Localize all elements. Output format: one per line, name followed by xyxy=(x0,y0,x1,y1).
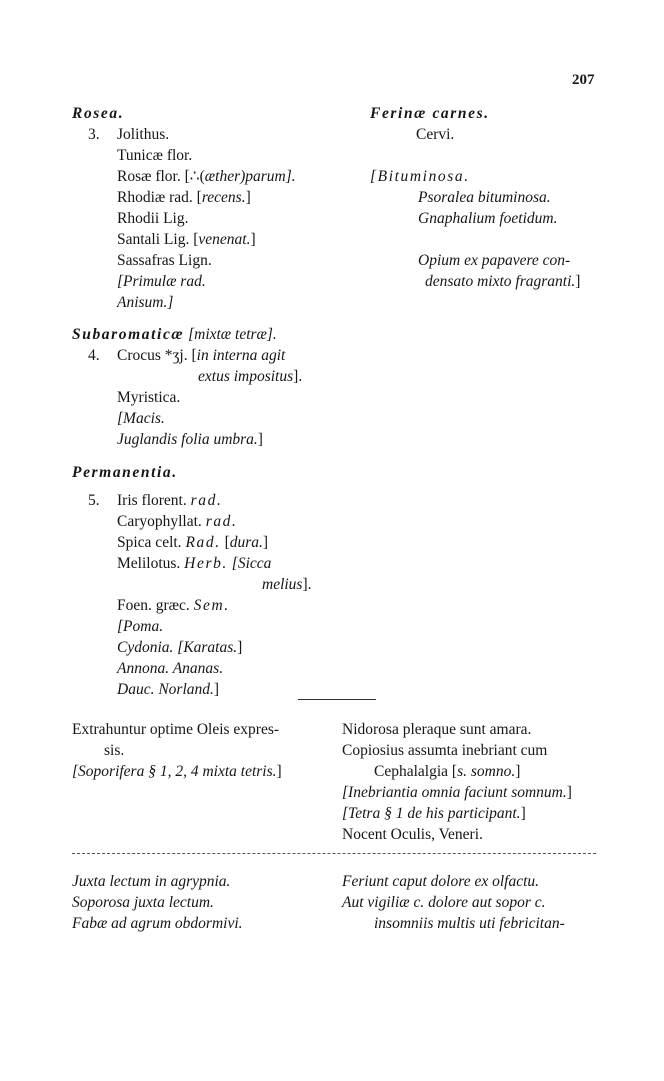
note-opium-line1: Opium ex papavere con- xyxy=(418,252,571,269)
item-rhodii: Rhodii Lig. xyxy=(117,210,189,227)
note-nidorosa: Nidorosa pleraque sunt amara. xyxy=(342,721,532,738)
note-soporifera: [Soporifera § 1, 2, 4 mixta tetris.] xyxy=(72,763,282,780)
note-cephalalgia: Cephalalgia [s. somno.] xyxy=(374,763,521,780)
item-dauc: Dauc. Norland.] xyxy=(117,681,220,698)
dashed-separator xyxy=(72,853,596,854)
item-sassafras: Sassafras Lign. xyxy=(117,252,212,269)
item-melilotus-cont: melius]. xyxy=(262,576,312,593)
item-psoralea: Psoralea bituminosa. xyxy=(418,189,551,206)
heading-rosea: Rosea. xyxy=(72,105,125,122)
item-jolithus: Jolithus. xyxy=(117,126,170,143)
entry-number-3: 3. xyxy=(88,126,100,143)
note-nocent: Nocent Oculis, Veneri. xyxy=(342,826,483,843)
item-melilotus: Melilotus. Herb. [Sicca xyxy=(117,555,272,572)
item-cervi: Cervi. xyxy=(416,126,455,143)
item-tunicae: Tunicæ flor. xyxy=(117,147,193,164)
item-foen: Foen. græc. Sem. xyxy=(117,597,230,614)
item-primulae: [Primulæ rad. xyxy=(117,273,206,290)
note-feriunt: Feriunt caput dolore ex olfactu. xyxy=(342,873,540,890)
item-rosae: Rosæ flor. [∴(æther)parum]. xyxy=(117,168,296,185)
heading-subaromaticae: Subaromaticæ [mixtæ tetræ]. xyxy=(72,326,277,343)
note-extrahuntur: Extrahuntur optime Oleis expres- xyxy=(72,721,280,738)
note-fabae: Fabæ ad agrum obdormivi. xyxy=(72,915,243,932)
item-gnaphalium: Gnaphalium foetidum. xyxy=(418,210,558,227)
entry-number-5: 5. xyxy=(88,492,100,509)
entry-number-4: 4. xyxy=(88,347,100,364)
note-copiosius: Copiosius assumta inebriant cum xyxy=(342,742,548,759)
item-caryophyllat: Caryophyllat. rad. xyxy=(117,513,238,530)
item-annona: Annona. Ananas. xyxy=(117,660,224,677)
item-myristica: Myristica. xyxy=(117,389,181,406)
item-cydonia: Cydonia. [Karatas.] xyxy=(117,639,243,656)
item-macis: [Macis. xyxy=(117,410,165,427)
item-juglandis: Juglandis folia umbra.] xyxy=(117,431,263,448)
note-vigiliae: Aut vigiliæ c. dolore aut sopor c. xyxy=(342,894,546,911)
item-anisum: Anisum.] xyxy=(117,294,174,311)
note-inebriantia: [Inebriantia omnia faciunt somnum.] xyxy=(342,784,572,801)
note-extrahuntur-cont: sis. xyxy=(104,742,125,759)
heading-ferinae: Ferinæ carnes. xyxy=(370,105,490,122)
note-soporosa: Soporosa juxta lectum. xyxy=(72,894,214,911)
note-tetra: [Tetra § 1 de his participant.] xyxy=(342,805,526,822)
note-opium-line2: densato mixto fragranti.] xyxy=(425,273,581,290)
item-iris: Iris florent. rad. xyxy=(117,492,223,509)
item-santali: Santali Lig. [venenat.] xyxy=(117,231,256,248)
item-crocus-cont: extus impositus]. xyxy=(198,368,303,385)
item-rhodiae: Rhodiæ rad. [recens.] xyxy=(117,189,251,206)
note-juxta-lectum: Juxta lectum in agrypnia. xyxy=(72,873,231,890)
heading-bituminosa: [Bituminosa. xyxy=(370,168,470,185)
heading-permanentia: Permanentia. xyxy=(72,464,178,481)
note-insomniis: insomniis multis uti febricitan- xyxy=(374,915,565,932)
page-number: 207 xyxy=(572,72,595,88)
section-divider xyxy=(298,699,376,700)
item-poma: [Poma. xyxy=(117,618,164,635)
item-crocus: Crocus *ʒj. [in interna agit xyxy=(117,347,286,364)
item-spica: Spica celt. Rad. [dura.] xyxy=(117,534,269,551)
